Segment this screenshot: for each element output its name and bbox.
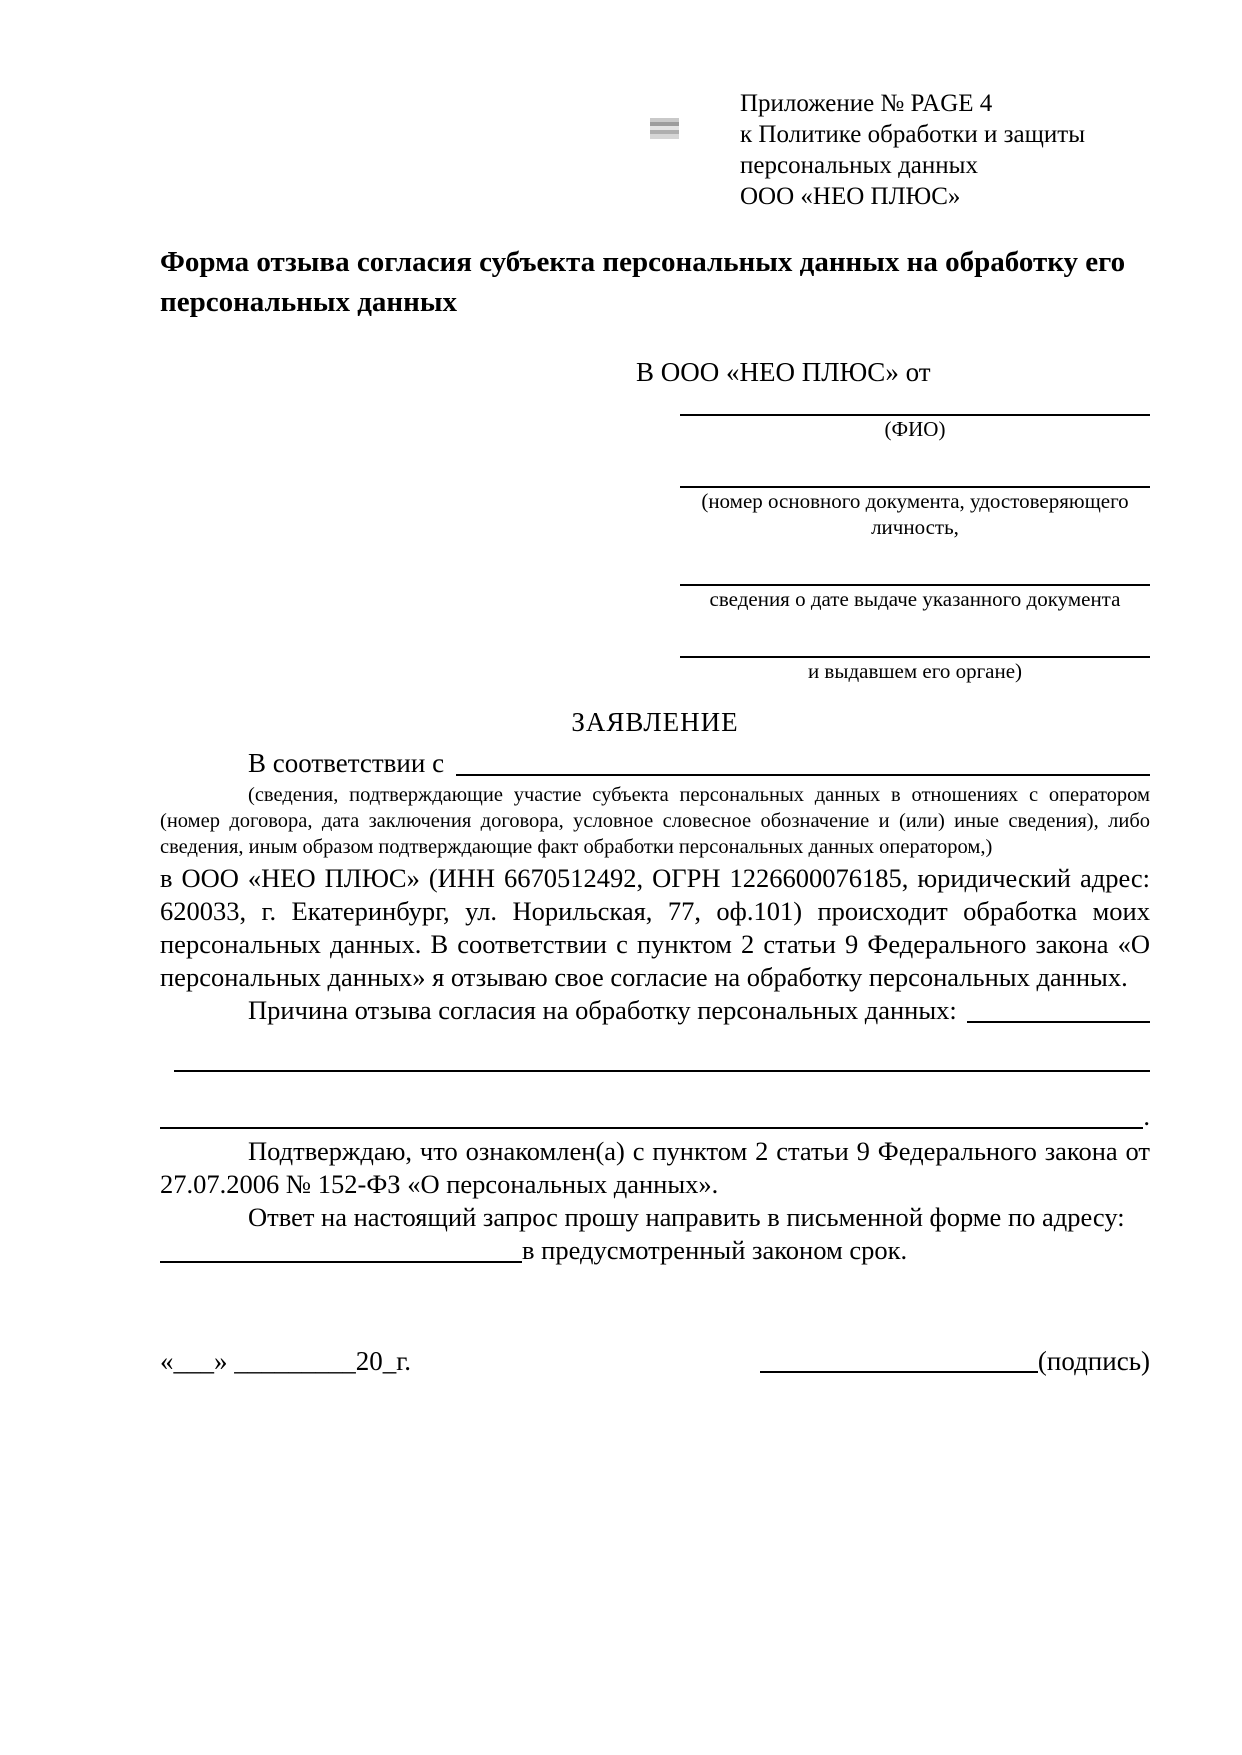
appendix-block xyxy=(740,88,1085,212)
issuing-authority-field-line xyxy=(680,630,1150,658)
reason-line xyxy=(160,994,1150,1027)
reply-request-line: Ответ на настоящий запрос прошу направить в письменной форме по адресу: xyxy=(248,1202,1125,1232)
issuing-authority-field-caption: и выдавшем его органе) xyxy=(807,659,1023,683)
issue-date-field xyxy=(680,558,1150,612)
reason-blank-line xyxy=(967,1020,1150,1023)
signature-blank-line xyxy=(760,1370,1038,1373)
intro-prefix: В соответствии с xyxy=(248,748,445,778)
signature-row xyxy=(160,1345,1150,1378)
appendix-line: Приложение № PAGE 4 xyxy=(740,90,993,117)
issuing-authority-field xyxy=(680,630,1150,684)
document-number-field xyxy=(680,460,1150,540)
signature-group xyxy=(760,1345,1150,1378)
document-number-field-caption: (номер основного документа, удостоверяющего личность, xyxy=(701,489,1129,539)
addressee-line: В ООО «НЕО ПЛЮС» от xyxy=(636,357,931,387)
reason-prefix: Причина отзыва согласия на обработку персональных данных: xyxy=(248,995,957,1025)
intro-line xyxy=(160,747,1150,780)
blank-line xyxy=(160,1126,1143,1129)
reply-address-line xyxy=(160,1234,1150,1267)
page-header xyxy=(160,88,1150,238)
addressee-block xyxy=(634,356,1150,684)
reply-suffix: в предусмотренный законом срок. xyxy=(522,1235,908,1265)
footnote-text: (сведения, подтверждающие участие субъекта персональных данных в отношениях с оператором (номер договора, дата заключения договора, условное словесное обозначение и (или) иные сведения), либо сведения, иным образом подтверждающие факт обработки персональных данных оператором,) xyxy=(160,784,1150,858)
issue-date-field-line xyxy=(680,558,1150,586)
confirmation-paragraph: Подтверждаю, что ознакомлен(а) с пунктом 2 статьи 9 Федерального закона от 27.07.2006 № 152-ФЗ «О персональных данных». xyxy=(160,1136,1150,1199)
gray-striped-thumbnail-icon xyxy=(650,118,679,139)
document-content xyxy=(160,88,1150,1378)
statement-heading: ЗАЯВЛЕНИЕ xyxy=(571,707,739,737)
addressee-fields xyxy=(680,388,1150,684)
date-blank-line: «___» _________20_г. xyxy=(160,1346,412,1376)
fio-field xyxy=(680,388,1150,442)
document-title: Форма отзыва согласия субъекта персональных данных на обработку его персональных данных xyxy=(160,246,1126,318)
blank-line-period: . xyxy=(1143,1101,1150,1131)
appendix-line: персональных данных xyxy=(740,152,978,179)
issue-date-field-caption: сведения о дате выдаче указанного документа xyxy=(709,587,1121,611)
reason-blank-row-2 xyxy=(160,1100,1150,1133)
intro-blank-line xyxy=(456,773,1150,776)
fio-field-caption: (ФИО) xyxy=(884,417,946,441)
address-blank-line xyxy=(160,1260,522,1263)
body-paragraph: в ООО «НЕО ПЛЮС» (ИНН 6670512492, ОГРН 1226600076185, юридический адрес: 620033, г. Екатеринбург, ул. Норильская, 77, оф.101) происходит обработка моих персональных данных. В соответствии с пунктом 2 статьи 9 Федерального закона «О персональных данных» я отзываю свое согласие на обработку персональных данных. xyxy=(160,863,1150,992)
reason-blank-row-1 xyxy=(174,1069,1150,1076)
signature-caption: (подпись) xyxy=(1037,1346,1150,1376)
document-number-field-line xyxy=(680,460,1150,488)
appendix-line: к Политике обработки и защиты xyxy=(740,121,1086,148)
appendix-line: ООО «НЕО ПЛЮС» xyxy=(740,183,961,210)
blank-line xyxy=(174,1069,1150,1072)
fio-field-line xyxy=(680,388,1150,416)
